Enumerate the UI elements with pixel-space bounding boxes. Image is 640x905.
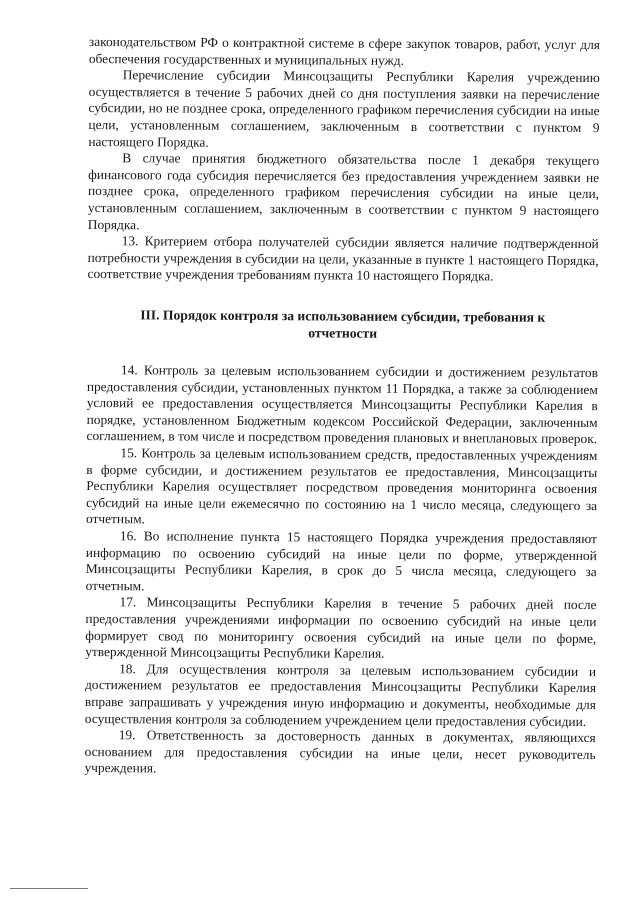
document-body — [84, 34, 600, 780]
paragraph-18: 18. Для осуществления контроля за целевым использованием субсидии и достижением результатов ее предоставления Минсоцзащиты Республики Карелия вправе запрашивать у учреждения иную информацию и документы, необходимые для осуществления контроля за соблюдением учреждением цели предоставления субсидии. — [84, 660, 597, 729]
paragraph-19: 19. Ответственность за достоверность данных в документах, являющихся основанием для предоставления субсидии на иные цели, несет руководитель учреждения. — [84, 727, 596, 776]
paragraph-december-obligation: В случае принятия бюджетного обязательства после 1 декабря текущего финансового года субсидия перечисляется без предоставления учреждением заявки не позднее срока, определенного графиком перечисления субсидии на иные цели, установленным соглашением, заключенным в соответствии с пунктом 9 настоящего Порядка. — [87, 150, 600, 232]
paragraph-subsidy-transfer: Перечисление субсидии Минсоцзащиты Республики Карелия учреждению осуществляется в течение 5 рабочих дней со дня поступления заявки на перечисление субсидии, но не позднее срока, определенного графиком перечисления субсидии на иные цели, установленным соглашением, заключенным в соответствии с пунктом 9 настоящего Порядка. — [88, 67, 600, 150]
paragraph-continuation: законодательством РФ о контрактной системе в сфере закупок товаров, работ, услуг для обеспечения государственных и муниципальных нужд. — [88, 34, 600, 68]
paragraph-15: 15. Контроль за целевым использованием средств, предоставленных учреждениям в форме субсидии, и достижением результатов ее предоставления, Минсоцзащиты Республики Карелия осуществляет посредством проведения мониторинга освоения субсидий на иные цели ежемесячно по состоянию на 1 число месяца, следующего за отчетным. — [85, 445, 598, 527]
paragraph-13: 13. Критерием отбора получателей субсидии является наличие подтвержденной потребности учреждения в субсидии на цели, указанные в пункте 1 настоящего Порядка, соответствие учреждения требованиям пункта 10 настоящего Порядка. — [87, 233, 599, 284]
section-heading: III. Порядок контроля за использованием субсидии, требования к отчетности — [140, 307, 546, 341]
footnote-divider — [10, 888, 88, 889]
paragraph-14: 14. Контроль за целевым использованием субсидии и достижением результатов предоставления субсидии, установленных пунктом 11 Порядка, а также за соблюдением условий ее предоставления осуществляется Минсоцзащиты Республики Карелия в порядке, установленном Бюджетным кодексом Российской Федерации, заключенным соглашением, в том числе и посредством проведения плановых и внеплановых проверок. — [86, 362, 598, 447]
paragraph-17: 17. Минсоцзащиты Республики Карелия в течение 5 рабочих дней после предоставления учреждениями информации по освоению субсидий на иные цели формирует свод по мониторингу освоения субсидий на иные цели по форме, утвержденной Минсоцзащиты Республики Карелия. — [85, 594, 597, 662]
paragraph-16: 16. Во исполнение пункта 15 настоящего Порядка учреждения предоставляют информацию по освоению субсидий на иные цели по форме, утвержденной Минсоцзащиты Республики Карелия, в срок до 5 числа месяца, следующего за отчетным. — [85, 528, 597, 594]
